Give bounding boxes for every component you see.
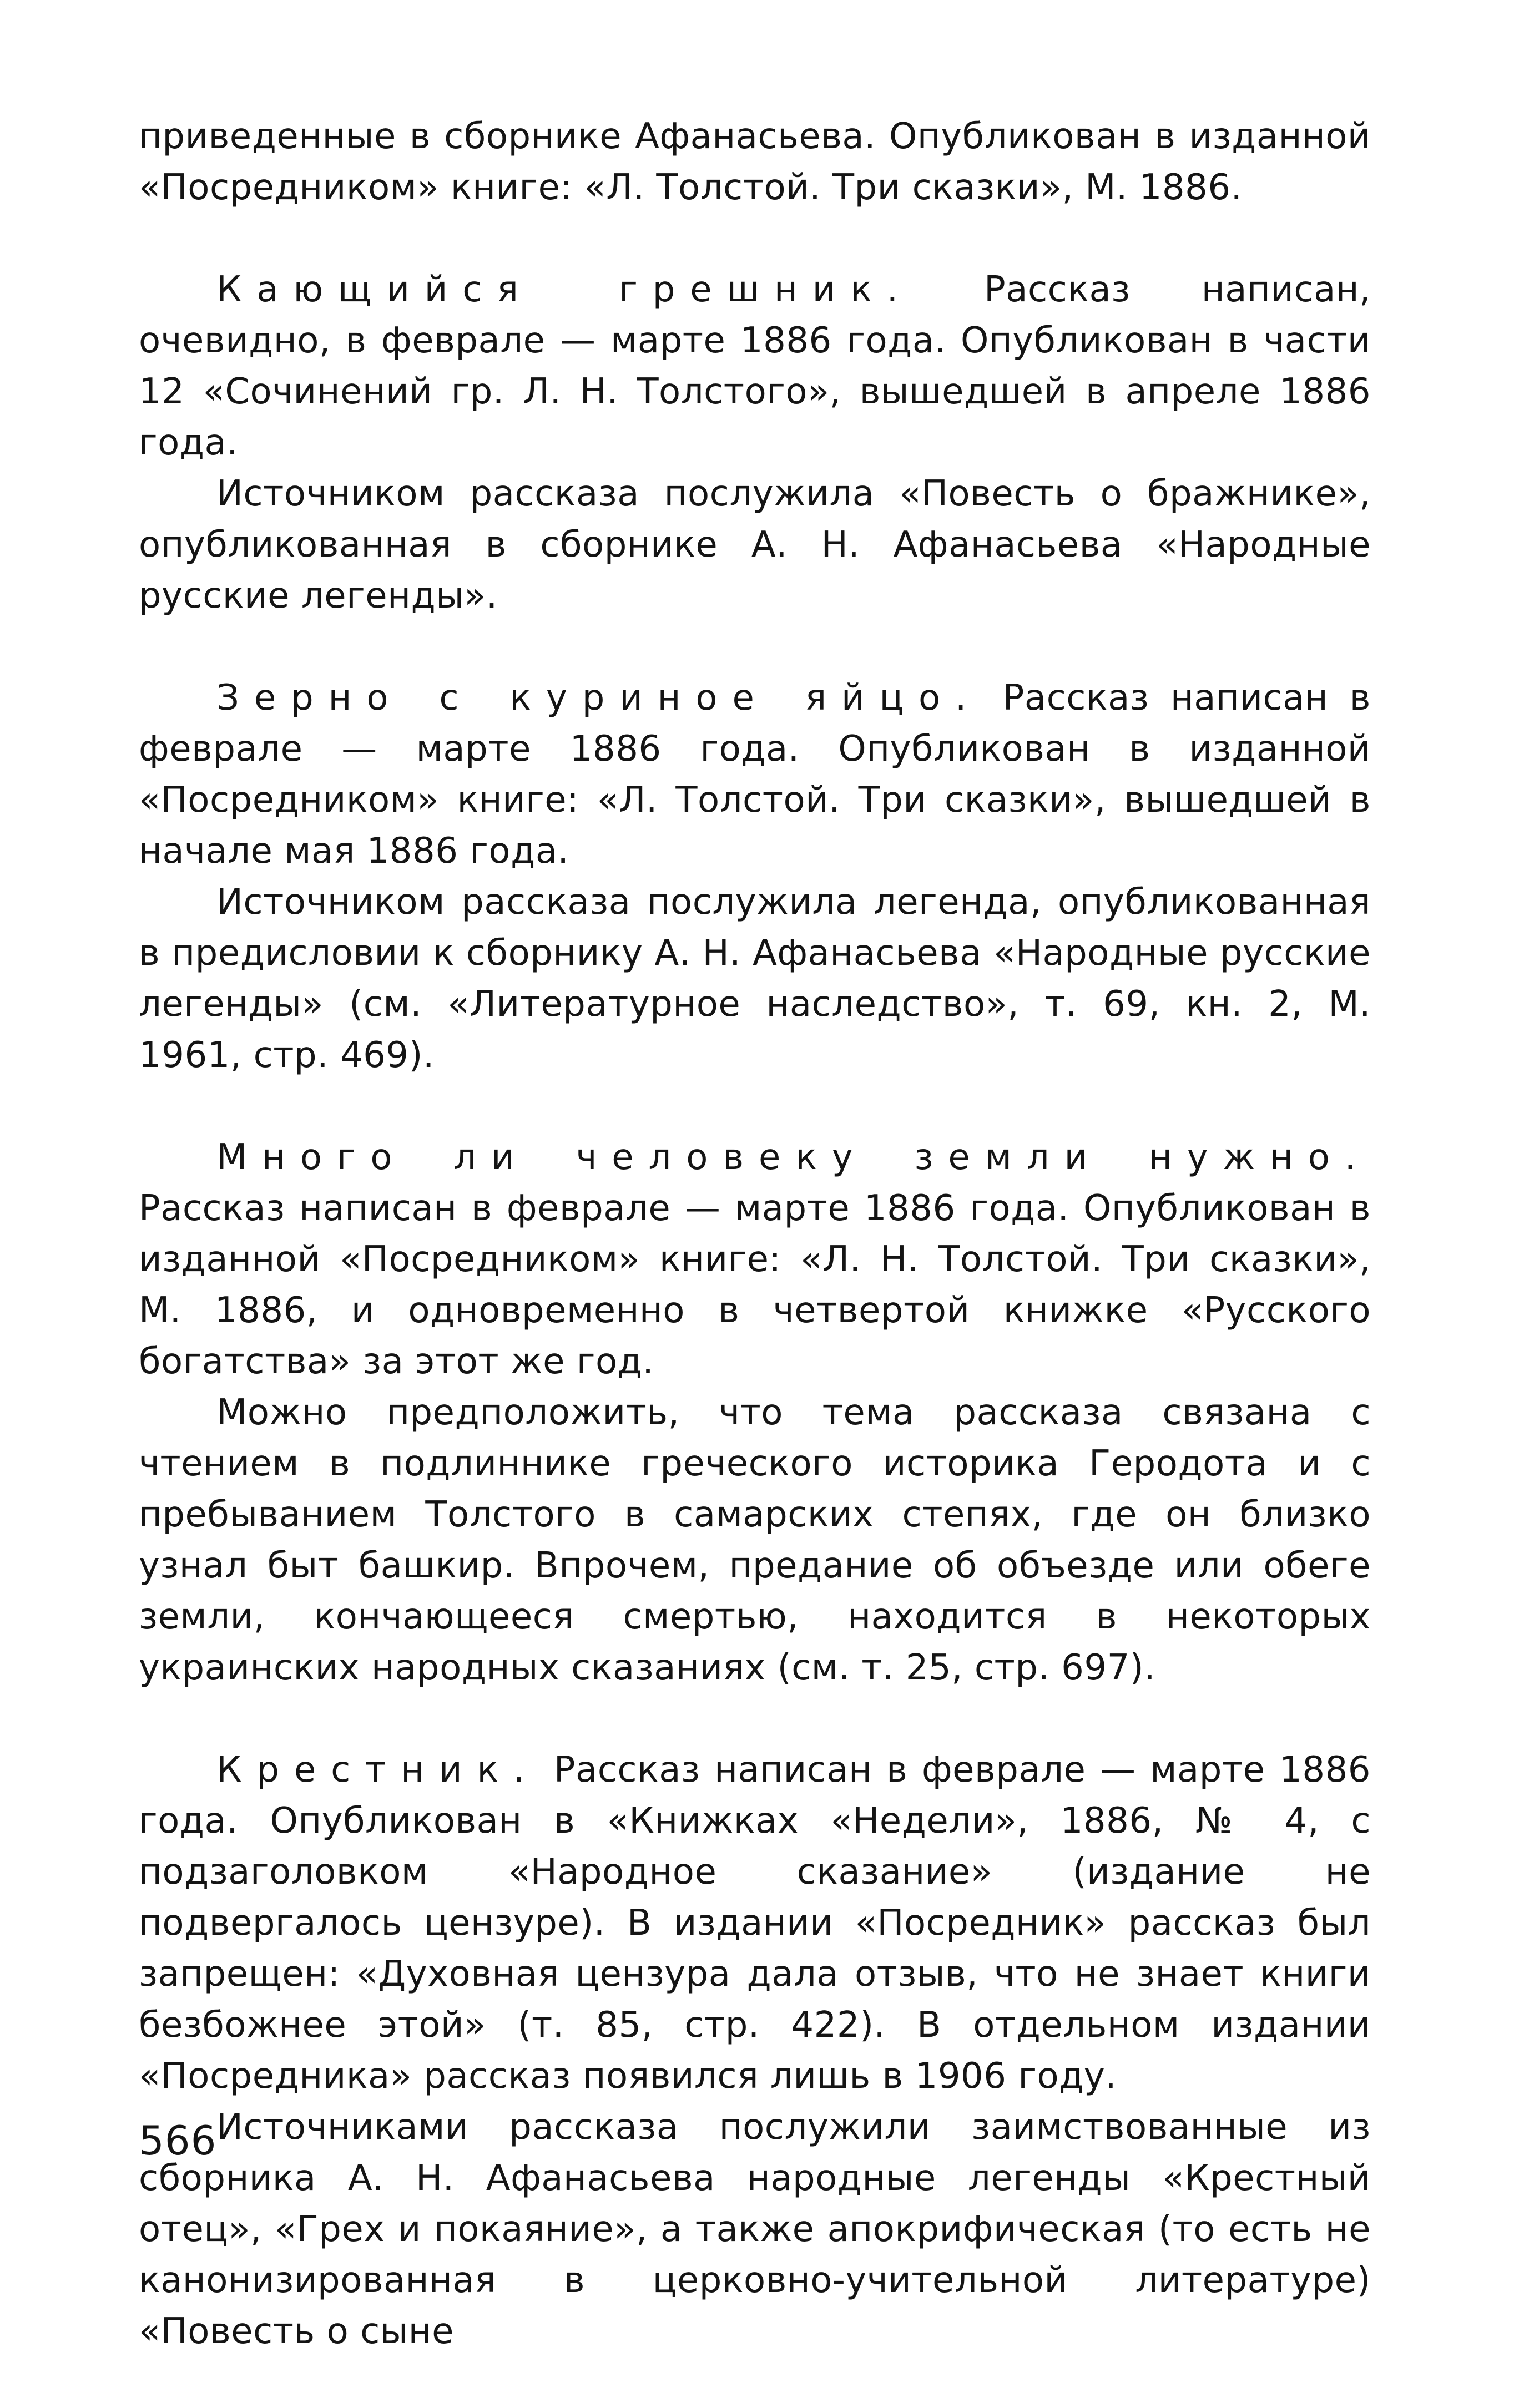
entry-paragraph — [139, 1744, 1371, 2102]
entry-kayushchiysya-greshnik — [139, 264, 1371, 621]
page-number: 566 — [139, 2117, 217, 2164]
entry-text: Рассказ написан, очевидно, в феврале — марте 1886 года. Опубликован в части 12 «Сочинений гр. Л. Н. Толстого», вышедшей в апреле 1886 года. — [139, 269, 1371, 463]
entry-source-note: Можно предположить, что тема рассказа связана с чтением в подлиннике греческого историка Геродота и с пребыванием Толстого в самарских степях, где он близко узнал быт башкир. Впрочем, предание об объезде или обеге земли, кончающееся смертью, находится в некоторых украинских народных сказаниях (см. т. 25, стр. 697). — [139, 1392, 1371, 1688]
intro-paragraph: приведенные в сборнике Афанасьева. Опубликован в изданной «Посредником» книге: «Л. Толстой. Три сказки», М. 1886. — [139, 116, 1371, 208]
entry-mnogo-li-zemli — [139, 1132, 1371, 1693]
entry-text: Рассказ написан в феврале — марте 1886 года. Опубликован в изданной «Посредником» книге: «Л. Толстой. Три сказки», вышедшей в начале мая 1886 года. — [139, 677, 1371, 872]
entry-source-note: Источником рассказа послужила легенда, опубликованная в предисловии к сборнику А. Н. Афанасьева «Народные русские легенды» (см. «Литературное наследство», т. 69, кн. 2, М. 1961, стр. 469). — [139, 882, 1371, 1076]
entry-paragraph — [139, 1132, 1371, 1387]
entry-paragraph — [139, 264, 1371, 468]
entry-paragraph — [139, 672, 1371, 877]
entry-text: Рассказ написан в феврале — марте 1886 года. Опубликован в «Книжках «Недели», 1886, № 4, с подзаголовком «Народное сказание» (издание не подвергалось цензуре). В издании «Посредник» рассказ был запрещен: «Духовная цензура дала отзыв, что не знает книги безбожнее этой» (т. 85, стр. 422). В отдельном издании «Посредника» рассказ появился лишь в 1906 году. — [139, 1749, 1371, 2097]
entry-title: Много ли человеку земли нужно. — [216, 1137, 1371, 1178]
page-content — [139, 111, 1371, 2408]
entry-source-note: Источником рассказа послужила «Повесть о бражнике», опубликованная в сборнике А. Н. Афанасьева «Народные русские легенды». — [139, 473, 1371, 616]
entry-source-note: Источниками рассказа послужили заимствованные из сборника А. Н. Афанасьева народные легенды «Крестный отец», «Грех и покаяние», а также апокрифическая (то есть не канонизированная в церковно-учительной литературе) «Повесть о сыне — [139, 2107, 1371, 2352]
entry-title: Кающийся грешник. — [216, 269, 913, 310]
entry-krestnik — [139, 1744, 1371, 2357]
intro-entry — [139, 111, 1371, 213]
entry-title: Крестник. — [216, 1749, 540, 1790]
entry-title: Зерно с куриное яйцо. — [216, 677, 982, 719]
entry-text: Рассказ написан в феврале — марте 1886 года. Опубликован в изданной «Посредником» книге: «Л. Н. Толстой. Три сказки», М. 1886, и одновременно в четвертой книжке «Русского богатства» за этот же год. — [139, 1188, 1371, 1382]
entry-zerno — [139, 672, 1371, 1081]
